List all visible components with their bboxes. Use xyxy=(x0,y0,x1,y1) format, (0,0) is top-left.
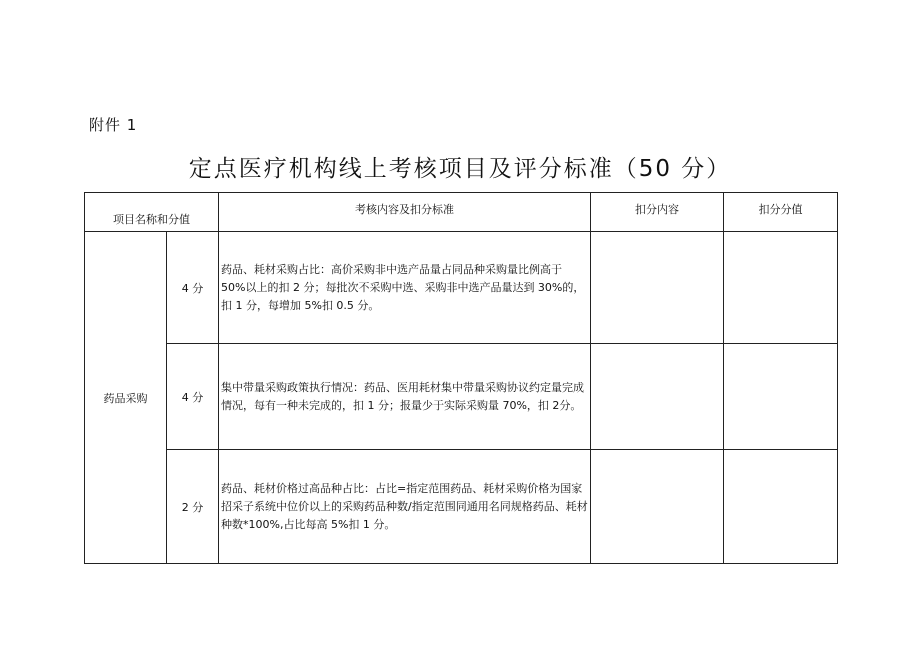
deduction-content-cell xyxy=(591,344,724,450)
table-row xyxy=(85,450,838,564)
header-deduction-content: 扣分内容 xyxy=(591,193,724,232)
document-title: 定点医疗机构线上考核项目及评分标准（50 分） xyxy=(188,156,732,182)
score-cell: 4 分 xyxy=(167,232,219,344)
deduction-score-cell xyxy=(724,232,838,344)
criteria-cell: 药品、耗材采购占比：高价采购非中选产品量占同品种采购量比例高于 50%以上的扣 2 分；每批次不采购中选、采购非中选产品量达到 30%的，扣 1 分，每增加 5%扣 0.5 分。 xyxy=(219,232,591,344)
category-cell: 药品采购 xyxy=(85,232,167,564)
header-deduction-score: 扣分分值 xyxy=(724,193,838,232)
deduction-score-cell xyxy=(724,450,838,564)
table-row xyxy=(85,344,838,450)
score-cell: 2 分 xyxy=(167,450,219,564)
header-content-criteria: 考核内容及扣分标准 xyxy=(219,193,591,232)
attachment-label: 附件 1 xyxy=(89,116,138,134)
score-cell: 4 分 xyxy=(167,344,219,450)
deduction-content-cell xyxy=(591,232,724,344)
table-row xyxy=(85,232,838,344)
header-item-name-score: 项目名称和分值 xyxy=(85,193,219,232)
criteria-cell: 集中带量采购政策执行情况：药品、医用耗材集中带量采购协议约定量完成情况，每有一种未完成的，扣 1 分；报量少于实际采购量 70%，扣 2分。 xyxy=(219,344,591,450)
table-header-row xyxy=(85,193,838,232)
criteria-cell: 药品、耗材价格过高品种占比：占比=指定范围药品、耗材采购价格为国家招采子系统中位价以上的采购药品种数/指定范围同通用名同规格药品、耗材种数*100%,占比每高 5%扣 1 分。 xyxy=(219,450,591,564)
evaluation-table xyxy=(84,192,838,564)
deduction-content-cell xyxy=(591,450,724,564)
deduction-score-cell xyxy=(724,344,838,450)
